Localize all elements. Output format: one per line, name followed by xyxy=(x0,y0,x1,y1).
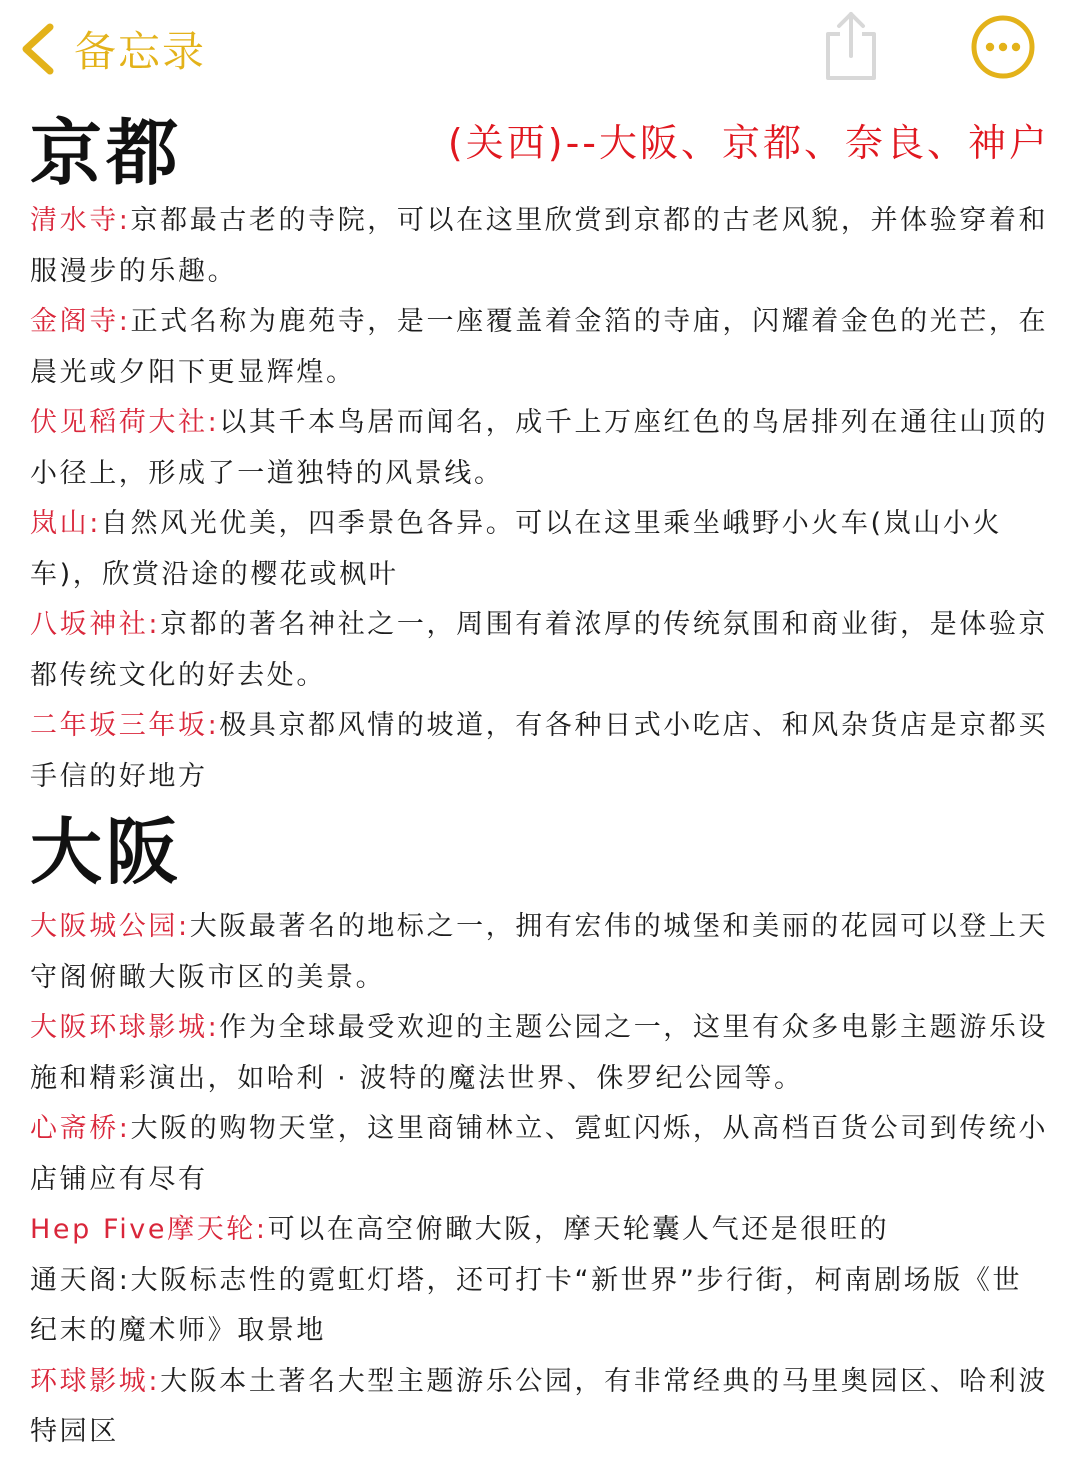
spot-desc: 正式名称为鹿苑寺，是一座覆盖着金箔的寺庙，闪耀着金色的光芒，在晨光或夕阳下更显辉煌。 xyxy=(30,306,1049,388)
osaka-header xyxy=(30,802,1050,902)
spot-desc: 作为全球最受欢迎的主题公园之一，这里有众多电影主题游乐设施和精彩演出，如哈利 · 波特的魔法世界、侏罗纪公园等。 xyxy=(30,1012,1049,1094)
kyoto-header xyxy=(30,110,1050,196)
spot-name: 岚山: xyxy=(30,508,101,539)
note-body xyxy=(30,110,1050,1458)
back-label: 备忘录 xyxy=(74,27,207,76)
list-item xyxy=(30,1256,1050,1357)
spot-desc: 大阪最著名的地标之一，拥有宏伟的城堡和美丽的花园可以登上天守阁俯瞰大阪市区的美景。 xyxy=(30,911,1049,993)
back-button[interactable] xyxy=(16,14,206,84)
spot-name: 大阪城公园: xyxy=(30,911,190,942)
region-note: (关西)--大阪、京都、奈良、神户 xyxy=(447,121,1050,165)
list-item xyxy=(30,902,1050,1003)
spot-name: 环球影城: xyxy=(30,1365,161,1397)
chevron-left-icon xyxy=(16,21,62,77)
list-item xyxy=(30,600,1050,701)
osaka-title: 大阪 xyxy=(30,810,183,894)
spot-name: 大阪环球影城: xyxy=(30,1012,220,1043)
nav-bar xyxy=(0,0,1080,100)
list-item xyxy=(30,499,1050,600)
spot-desc: 自然风光优美，四季景色各异。可以在这里乘坐峨野小火车(岚山小火车)，欣赏沿途的樱花或枫叶 xyxy=(30,508,1003,590)
spot-name: 伏见稻荷大社: xyxy=(30,407,220,438)
list-item xyxy=(30,1003,1050,1104)
list-item xyxy=(30,196,1050,297)
spot-name: 二年坂三年坂: xyxy=(30,710,220,741)
list-item xyxy=(30,1104,1050,1205)
share-icon[interactable] xyxy=(818,8,884,84)
spot-desc: 以其千本鸟居而闻名，成千上万座红色的鸟居排列在通往山顶的小径上，形成了一道独特的风景线。 xyxy=(30,407,1049,489)
spot-name: 八坂神社: xyxy=(30,609,161,640)
spot-name: 心斋桥: xyxy=(30,1113,131,1144)
spot-desc: 京都的著名神社之一，周围有着浓厚的传统氛围和商业街，是体验京都传统文化的好去处。 xyxy=(30,609,1049,691)
spot-name: 清水寺: xyxy=(30,205,131,236)
list-item xyxy=(30,297,1050,398)
more-icon[interactable] xyxy=(970,14,1036,80)
spot-desc: 通天阁:大阪标志性的霓虹灯塔，还可打卡“新世界”步行街，柯南剧场版《世纪末的魔术师》取景地 xyxy=(30,1264,1023,1346)
spot-desc: 大阪的购物天堂，这里商铺林立、霓虹闪烁，从高档百货公司到传统小店铺应有尽有 xyxy=(30,1113,1049,1195)
spot-desc: 可以在高空俯瞰大阪，摩天轮囊人气还是很旺的 xyxy=(267,1214,890,1245)
spot-name: 金阁寺: xyxy=(30,306,131,337)
spot-desc: 大阪本土著名大型主题游乐公园，有非常经典的马里奥园区、哈利波特园区 xyxy=(30,1365,1049,1447)
spot-desc: 极具京都风情的坡道，有各种日式小吃店、和风杂货店是京都买手信的好地方 xyxy=(30,710,1049,792)
list-item xyxy=(30,1357,1050,1458)
spot-name: Hep Five摩天轮: xyxy=(30,1214,268,1245)
list-item xyxy=(30,701,1050,802)
kyoto-title: 京都 xyxy=(30,111,183,195)
list-item xyxy=(30,398,1050,499)
list-item xyxy=(30,1205,1050,1256)
spot-desc: 京都最古老的寺院，可以在这里欣赏到京都的古老风貌，并体验穿着和服漫步的乐趣。 xyxy=(30,205,1049,287)
